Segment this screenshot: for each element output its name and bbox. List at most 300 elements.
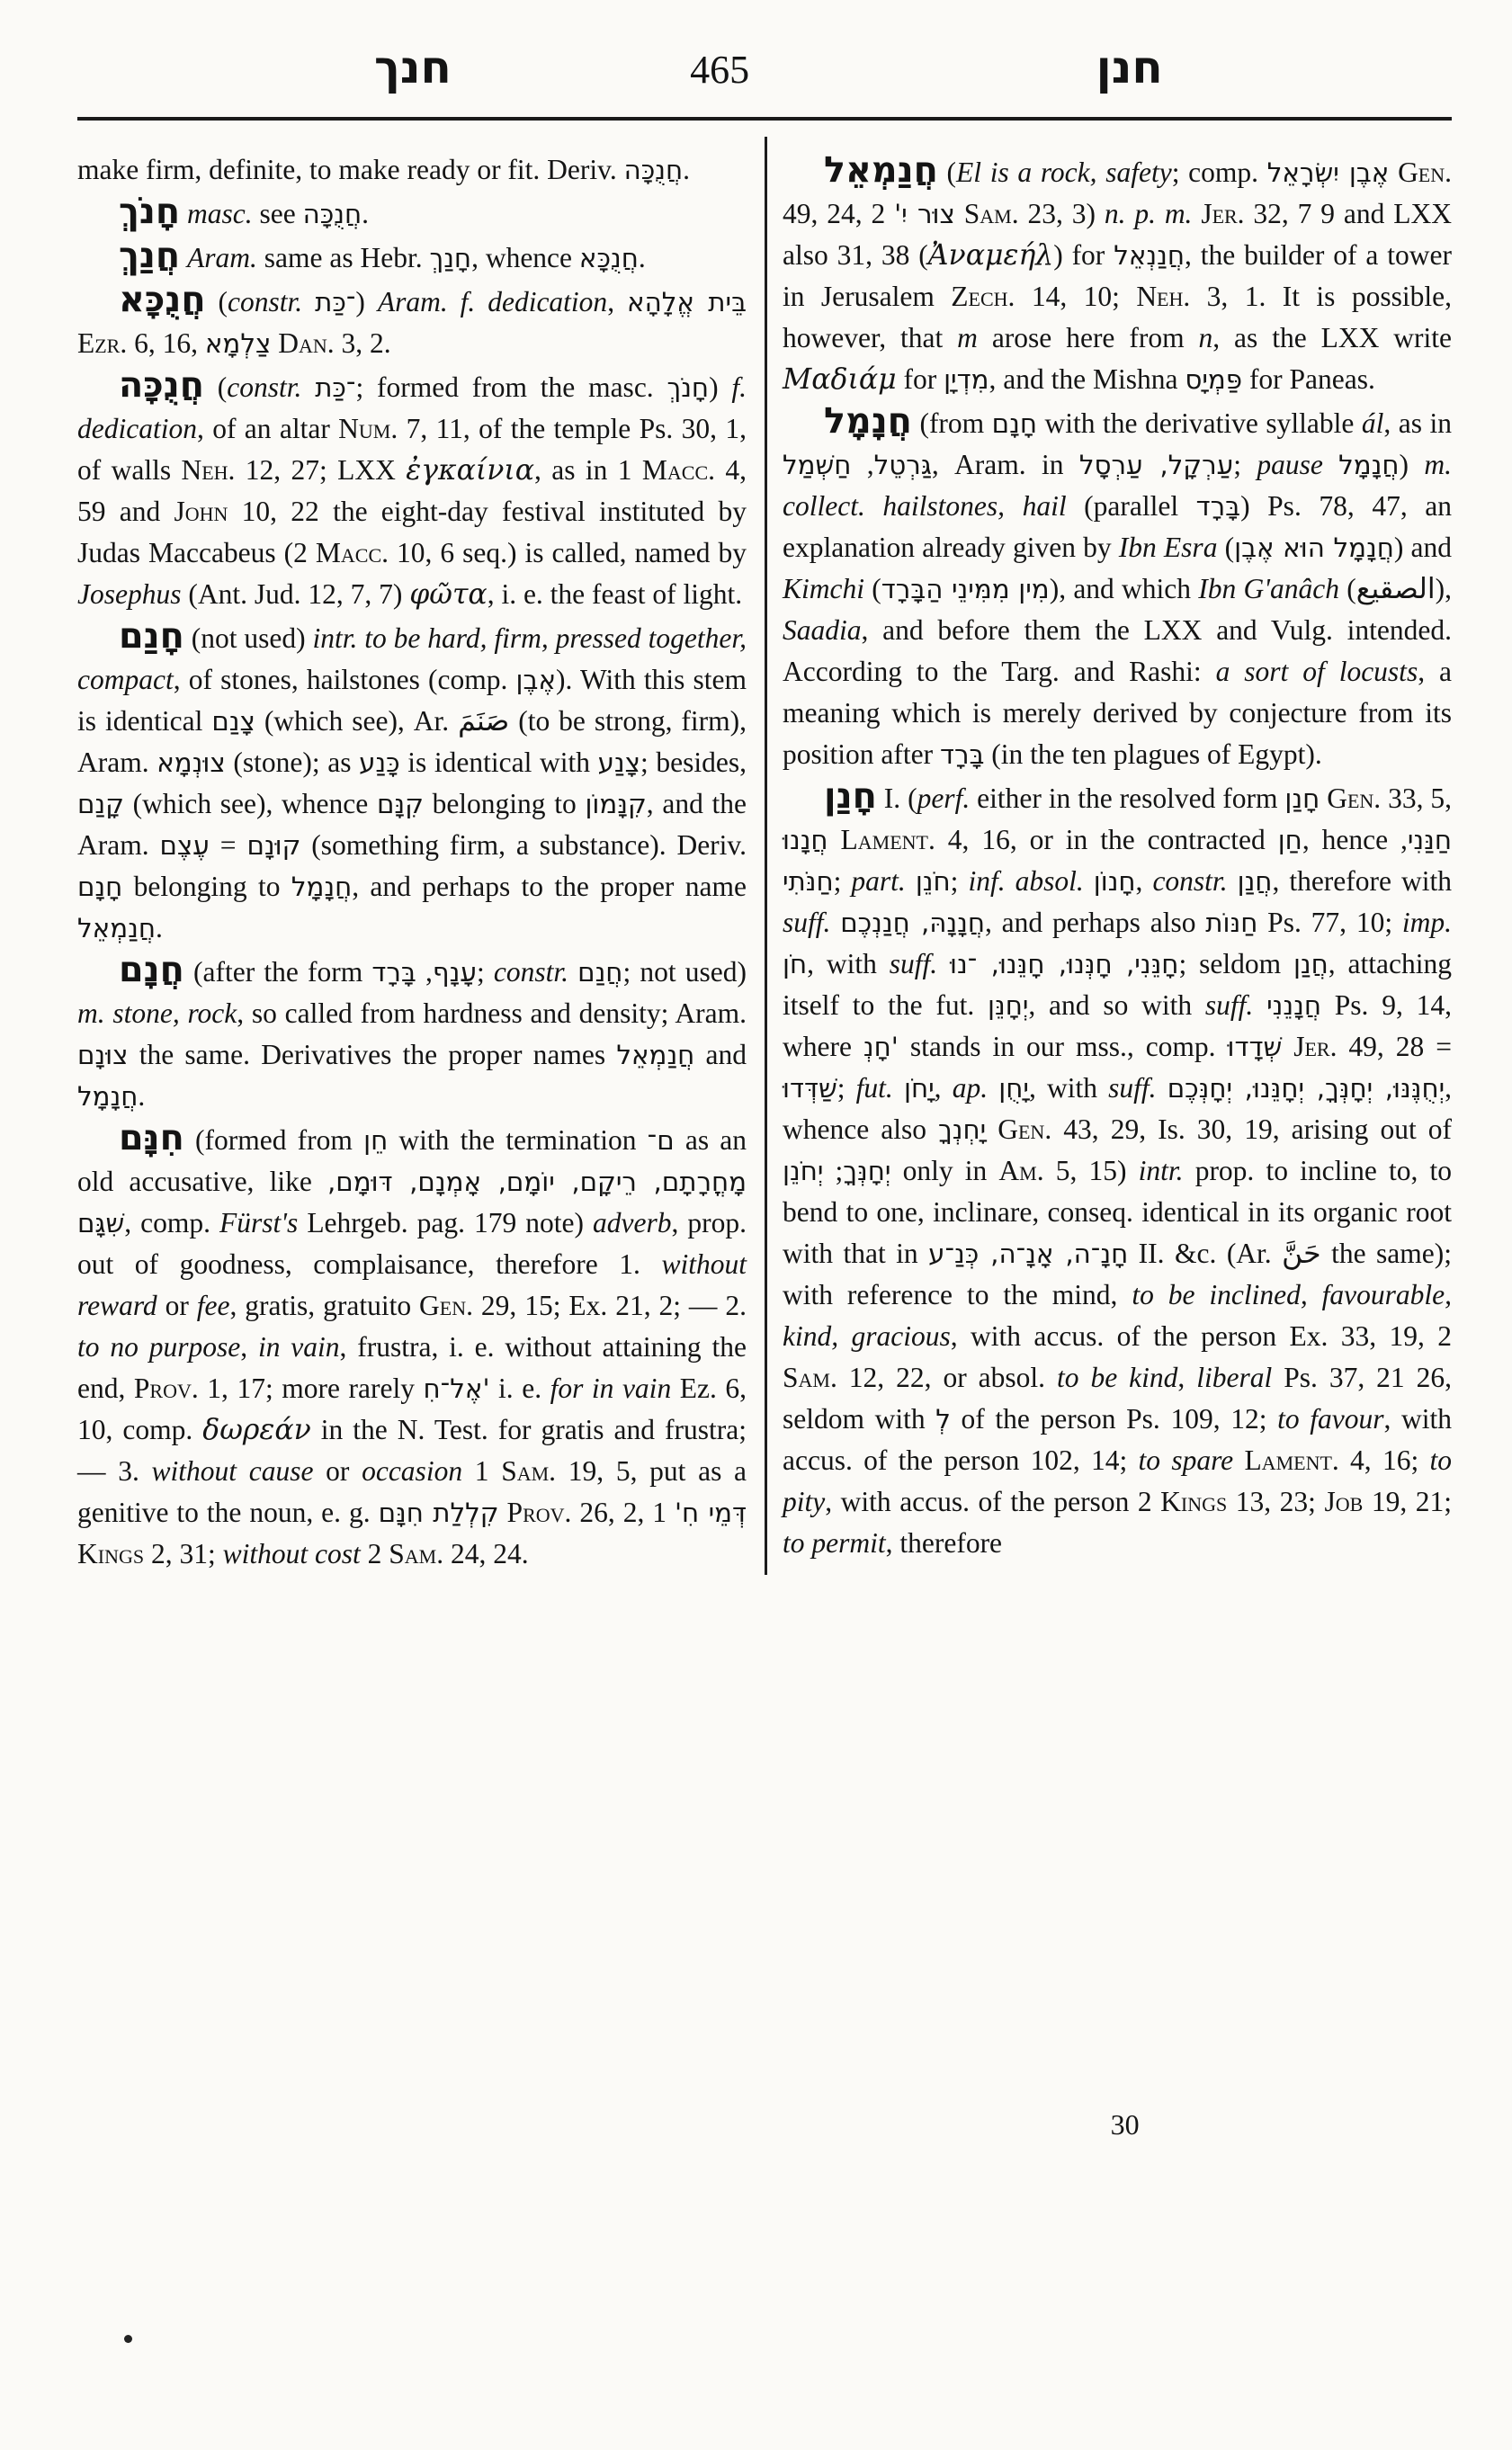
text-run: ,	[416, 956, 433, 988]
hebrew-text: מָחֳרָתָם, רֵיקָם, יוֹמָם, אָמְנָם, דּוּמָם, שִׁגָּם	[77, 1167, 747, 1238]
hebrew-text: חֲנָמָל הוּא אֶבֶן	[1234, 532, 1394, 563]
italic-text: to be kind	[1057, 1362, 1178, 1393]
italic-text: to be hard, firm, pressed together, compact	[77, 622, 747, 695]
text-run: , with	[807, 948, 890, 979]
text-run: , gratis, gratuito	[229, 1290, 420, 1321]
text-run: , and before them the LXX and Vulg. intended. According to the Targ. and Rashi:	[783, 614, 1452, 687]
italic-text: perf.	[917, 782, 971, 814]
italic-text: Ibn Esra	[1118, 532, 1218, 563]
text-run: (which see), Ar.	[255, 705, 459, 737]
text-run: (which see), whence	[123, 788, 377, 819]
text-run: ; formed from the masc.	[355, 371, 667, 403]
text-run: ,	[1177, 1362, 1197, 1393]
hebrew-text: צָנַע	[597, 747, 641, 778]
hebrew-text: קוּנָם	[246, 830, 301, 861]
dictionary-paragraph	[77, 949, 747, 1117]
text-run: ). With this stem is identical	[77, 664, 747, 737]
text-run: 1	[462, 1455, 502, 1487]
italic-text: Kimchi	[783, 573, 864, 604]
text-run: (stone); as	[225, 747, 360, 778]
text-run: , with accus. of the person 2	[825, 1486, 1161, 1517]
text-run	[1389, 156, 1398, 188]
italic-text: to permit	[783, 1527, 886, 1559]
text-run: (from	[911, 407, 992, 439]
hebrew-text: צָנַם	[211, 706, 255, 737]
text-run: ),	[1435, 573, 1452, 604]
hebrew-text: צַלְמָא	[204, 328, 272, 359]
text-run: arose here from	[977, 322, 1199, 353]
dictionary-paragraph	[77, 1117, 747, 1575]
italic-text: without cost	[222, 1538, 361, 1569]
hebrew-text: חָנַן	[1284, 783, 1320, 814]
italic-text: a sort of locusts	[1215, 656, 1418, 687]
italic-text: Saadia	[783, 614, 862, 646]
text-run	[937, 948, 950, 979]
smallcaps-reference: Sam.	[783, 1362, 837, 1393]
text-run: , therefore	[885, 1527, 1003, 1559]
text-run: 1	[652, 1497, 675, 1528]
text-run	[986, 1113, 998, 1145]
smallcaps-reference: Gen.	[1398, 156, 1453, 188]
smallcaps-reference: Sam.	[501, 1455, 557, 1487]
text-run: only in	[890, 1155, 999, 1186]
smallcaps-reference: Kings	[1160, 1486, 1228, 1517]
text-run: )	[355, 286, 378, 317]
text-run: for	[896, 363, 944, 395]
text-run: , i. e. the feast of light.	[487, 578, 743, 610]
smallcaps-reference: Am.	[998, 1155, 1044, 1186]
text-run: ,	[1135, 865, 1153, 897]
text-run: see	[252, 198, 303, 229]
italic-text: n. p. m.	[1104, 198, 1193, 229]
text-run: .	[638, 242, 646, 273]
text-run: 32, 7 9 and LXX also 31, 38 (	[783, 198, 1452, 271]
text-run: 29, 15; Ex. 21, 2; — 2.	[472, 1290, 747, 1321]
hebrew-text: צוּר יִ'	[894, 199, 955, 229]
header-rule	[77, 117, 1452, 121]
italic-text: imp.	[1401, 907, 1453, 938]
hebrew-text: לְ	[935, 1404, 951, 1435]
italic-text: to pity	[783, 1444, 1452, 1517]
text-run: 4, 59 and	[77, 454, 747, 527]
text-run: (	[937, 156, 957, 188]
text-run: , with accus. of the person Ex. 33, 19, 2	[950, 1320, 1452, 1352]
italic-text: fut.	[855, 1072, 893, 1104]
text-run: , and perhaps also	[984, 907, 1206, 938]
hebrew-headword: חֲנָמָל	[824, 400, 912, 442]
text-run: ,	[934, 1072, 953, 1104]
italic-text: stone, rock	[112, 997, 237, 1029]
italic-text: to no purpose	[77, 1331, 241, 1363]
text-run: 6, 16,	[127, 327, 205, 359]
page-header	[0, 36, 1512, 108]
hebrew-text: פַּמְיָס	[1185, 364, 1243, 395]
signature-mark: 30	[1110, 2108, 1140, 2141]
italic-text: m. collect. hailstones, hail	[783, 449, 1452, 522]
hebrew-text: חָנֵּנִי, חָנְּנוּ, חָנֵּנוּ, ־נוּ	[950, 949, 1179, 979]
text-run: II. &c. (Ar.	[1128, 1238, 1283, 1269]
italic-text: constr.	[493, 956, 568, 988]
hebrew-text: חֲנָנָהּ, חֲנַנְכֶם	[840, 908, 985, 938]
header-keyword-right: חנן	[1096, 41, 1163, 94]
italic-text: m	[957, 322, 978, 353]
greek-text: δωρεάν	[202, 1414, 311, 1446]
hebrew-text: חַנֹּתִי	[783, 866, 834, 897]
text-run: (	[205, 286, 228, 317]
hebrew-text: חֲנַמְאֵל	[77, 913, 156, 943]
text-run: ;	[1233, 449, 1257, 480]
text-run: of the person Ps. 109, 12;	[950, 1403, 1278, 1435]
text-run: , of an altar	[196, 413, 339, 444]
italic-text: ál	[1361, 407, 1384, 439]
italic-text: masc.	[187, 198, 253, 229]
header-keyword-left: חנך	[373, 41, 452, 94]
smallcaps-reference: Macc.	[641, 454, 716, 486]
text-run: with the derivative syllable	[1036, 407, 1362, 439]
text-run: 12, 27; LXX	[235, 454, 407, 486]
text-run: for Paneas.	[1242, 363, 1375, 395]
italic-text: El is a rock, safety	[956, 156, 1172, 188]
hebrew-text: חֲנָמָל	[77, 1081, 139, 1112]
smallcaps-reference: Num.	[338, 413, 398, 444]
text-run: ; seldom	[1178, 948, 1293, 979]
hebrew-text: יָחֹן	[903, 1073, 935, 1104]
italic-text: occasion	[362, 1455, 463, 1487]
text-run: either in the resolved form	[970, 782, 1285, 814]
smallcaps-reference: Prov.	[506, 1497, 572, 1528]
text-run: (Ant. Jud. 12, 7, 7)	[181, 578, 410, 610]
text-run: (something firm, a substance). Deriv.	[300, 829, 747, 861]
page-number: 465	[690, 48, 750, 92]
italic-text: for in vain	[550, 1373, 672, 1404]
hebrew-text: חָנוֹן	[1093, 866, 1136, 897]
smallcaps-reference: Job	[1324, 1486, 1364, 1517]
italic-text: to favour	[1277, 1403, 1384, 1435]
text-run: 10, 22 the eight-day festival instituted by Judas Maccabeus (2	[77, 496, 747, 568]
text-run: ) for	[1053, 239, 1114, 271]
hebrew-text: חָנֹךְ	[667, 372, 710, 403]
text-run: (	[203, 371, 228, 403]
hebrew-text: חַשְׁמַל	[783, 450, 852, 480]
hebrew-headword: חָנֹךְ	[119, 191, 181, 232]
smallcaps-reference: Sam.	[389, 1538, 444, 1569]
hebrew-headword: חֲנָם	[119, 949, 184, 990]
hebrew-text: עַרְקָל, עַרְסָל	[1078, 450, 1234, 480]
text-run: is identical with	[399, 747, 598, 778]
dictionary-paragraph	[77, 615, 747, 949]
italic-text: Fürst's	[219, 1207, 299, 1238]
text-run: .	[683, 154, 690, 185]
text-run	[1320, 782, 1327, 814]
text-run: )	[709, 371, 732, 403]
italic-text: to spare	[1138, 1444, 1234, 1476]
hebrew-headword: חָנַם	[119, 615, 184, 657]
text-run: ,	[1400, 824, 1408, 855]
text-run: )	[1399, 449, 1425, 480]
text-run: and	[694, 1039, 747, 1070]
text-run: (	[1217, 532, 1235, 563]
text-run: 33, 5,	[1381, 782, 1453, 814]
hebrew-text: קִנָּם	[376, 789, 424, 819]
column-divider	[765, 137, 767, 1575]
text-run	[828, 824, 841, 855]
text-run	[499, 1497, 507, 1528]
dictionary-paragraph	[77, 149, 747, 191]
italic-text: constr.	[228, 286, 303, 317]
smallcaps-reference: Jer.	[1293, 1031, 1338, 1062]
text-run: prop. to incline to, to bend to one, inclinare, conseq. identical in its organic root with that in	[783, 1155, 1452, 1269]
text-run: ; besides,	[640, 747, 747, 778]
text-run: ;	[823, 1155, 844, 1186]
text-run: i. e.	[489, 1373, 550, 1404]
hebrew-text: יְחֹנֵן	[783, 1156, 824, 1186]
text-run	[180, 242, 187, 273]
arabic-text: الصقيع	[1355, 573, 1436, 605]
text-run: , hence	[1302, 824, 1400, 855]
hebrew-headword: חֲנַמְאֵל	[824, 149, 938, 191]
italic-text: suff.	[1204, 989, 1254, 1021]
text-run: ;	[950, 865, 969, 897]
text-run: , frustra, i. e. without attaining the end,	[77, 1331, 747, 1404]
hebrew-text: צוּנָם	[77, 1040, 129, 1070]
text-run: 23, 3)	[1018, 198, 1105, 229]
text-run: Ps. 9, 14, where	[783, 989, 1452, 1062]
text-run: 13, 23;	[1227, 1486, 1325, 1517]
italic-text: Aram. f. dedication	[377, 286, 608, 317]
text-run: ; comp.	[1171, 156, 1267, 188]
hebrew-text: ־כַּת	[315, 372, 356, 403]
text-run: .	[155, 912, 163, 943]
italic-text: m.	[77, 997, 105, 1029]
hebrew-text: בָּרָד	[371, 957, 416, 988]
italic-text: part.	[851, 865, 906, 897]
text-run	[830, 907, 840, 938]
smallcaps-reference: John	[174, 496, 228, 527]
right-column	[783, 137, 1452, 1575]
hebrew-text: אֶבֶן יִשְׂרָאֵל	[1266, 157, 1390, 188]
hebrew-text: קִנָּמוֹן	[585, 789, 647, 819]
hebrew-text: דְּמֵי חִ'	[675, 1498, 747, 1528]
text-run: I. (	[876, 782, 917, 814]
hebrew-text: חָנַךְ	[429, 243, 472, 273]
text-run: ) Ps. 78, 47, an explanation already given by	[783, 490, 1452, 563]
text-run: ; not used)	[622, 956, 747, 988]
smallcaps-reference: Dan.	[278, 327, 335, 359]
text-run	[301, 371, 315, 403]
text-run: ,	[607, 286, 627, 317]
hebrew-text: חֲנַמְאֵל	[616, 1040, 695, 1070]
hebrew-text: יְחֻנֶּנּוּ, יְחָנְּךָ, יְחָנֵּנוּ, יְחָנְּכֶם	[1167, 1073, 1445, 1104]
ink-speck	[124, 2335, 132, 2343]
text-run: , and the Mishna	[989, 363, 1185, 395]
hebrew-text: אֶל־חִ'	[423, 1373, 490, 1404]
italic-text: intr.	[312, 622, 358, 654]
text-run: 14, 10;	[1015, 281, 1137, 312]
italic-text: Ibn G'anâch	[1198, 573, 1339, 604]
text-run: , whence also	[783, 1072, 1453, 1145]
text-run: , Aram. in	[931, 449, 1079, 480]
italic-text: adverb	[592, 1207, 672, 1238]
text-run: 24, 24.	[443, 1538, 529, 1569]
italic-text: pause	[1257, 449, 1323, 480]
hebrew-text: חֲנַנְאֵל	[1114, 240, 1185, 271]
text-run: 3, 2.	[334, 327, 391, 359]
text-run: 3, 1. It is possible, however, that	[783, 281, 1452, 353]
text-run: ;	[837, 1072, 856, 1104]
text-run: 19, 21;	[1363, 1486, 1452, 1517]
text-run: 2	[871, 198, 964, 229]
dictionary-paragraph	[783, 400, 1452, 775]
hebrew-text: חָנָם	[77, 872, 123, 902]
hebrew-text: קָנַם	[77, 789, 124, 819]
smallcaps-reference: Lament.	[1244, 1444, 1339, 1476]
dictionary-paragraph	[77, 279, 747, 364]
hebrew-text: חֲנָנוּ	[783, 825, 828, 855]
text-run	[1253, 989, 1266, 1021]
greek-text: Ἀναμεήλ	[927, 239, 1054, 272]
left-column	[77, 137, 747, 1575]
hebrew-text: ם־	[647, 1125, 675, 1156]
smallcaps-reference: Neh.	[1136, 281, 1191, 312]
hebrew-text: כָּנַע	[359, 747, 400, 778]
text-run	[988, 1072, 998, 1104]
greek-text: Μαδιάμ	[783, 363, 897, 396]
text-run: ), and which	[1049, 573, 1199, 604]
text-run: 26, 2,	[571, 1497, 653, 1528]
hebrew-text: שְׁדָדוּ	[1227, 1032, 1283, 1062]
greek-text: ἐγκαίνια	[406, 454, 535, 487]
text-run: , and the Aram.	[77, 788, 747, 861]
italic-text: suff.	[783, 907, 831, 938]
hebrew-headword: חִנָּם	[119, 1117, 184, 1158]
text-run: ;	[476, 956, 494, 988]
hebrew-text: חֲנַן	[1237, 866, 1273, 897]
text-run: , so called from hardness and density; Aram.	[237, 997, 747, 1029]
hebrew-text: חֲנַם	[577, 957, 623, 988]
text-run	[1084, 865, 1094, 897]
italic-text: intr.	[1138, 1155, 1184, 1186]
hebrew-text: גַּרְטֵל	[873, 450, 932, 480]
italic-text: in vain	[257, 1331, 340, 1363]
text-run: , attaching itself to the fut.	[783, 948, 1453, 1021]
text-run: , of stones, hailstones (comp.	[173, 664, 516, 695]
text-run: .	[138, 1080, 146, 1112]
text-run: 2, 31;	[144, 1538, 223, 1569]
hebrew-text: עֶצֶם	[159, 830, 210, 861]
text-run	[302, 286, 315, 317]
smallcaps-reference: Zech.	[951, 281, 1015, 312]
text-run: as an old accusative, like	[77, 1124, 747, 1197]
text-run: , as in 1	[534, 454, 642, 486]
text-run: belonging to	[423, 788, 586, 819]
hebrew-text: מִין מִמִּינֵי הַבָּרָד	[881, 574, 1050, 604]
hebrew-text: חֲנָנֵנִי	[1266, 990, 1321, 1021]
smallcaps-reference: Gen.	[1327, 782, 1382, 814]
arabic-text: حَنَّ	[1282, 1238, 1321, 1270]
hebrew-headword: חָנַן	[824, 775, 877, 817]
text-run: 7, 11, of the temple Ps. 30, 1, of walls	[77, 413, 747, 486]
hebrew-text: יָחְנְךָ	[938, 1114, 987, 1145]
smallcaps-reference: Lament.	[840, 824, 935, 855]
text-run: in the N. Test. for gratis and frustra; — 3.	[77, 1414, 747, 1487]
text-run	[1323, 449, 1338, 480]
smallcaps-reference: Macc.	[315, 537, 389, 568]
hebrew-text: חֲנֻכָּא	[578, 243, 639, 273]
text-run: Ps. 37, 21 26, seldom with	[783, 1362, 1453, 1435]
text-run: .	[362, 198, 369, 229]
text-run: =	[209, 829, 247, 861]
dictionary-paragraph	[77, 364, 747, 615]
hebrew-text: בָּרָד	[939, 739, 985, 770]
arabic-text: صَنَمَ	[458, 705, 510, 738]
italic-text: Josephus	[77, 578, 182, 610]
text-run: (parallel	[1066, 490, 1196, 522]
italic-text: constr.	[227, 371, 302, 403]
hebrew-text: בֵּית אֱלָהָא	[627, 287, 747, 317]
hebrew-text: חֲנֻכָּה	[302, 199, 362, 229]
hebrew-text: עָנָף	[432, 957, 477, 988]
hebrew-headword: חֲנַךְ	[119, 235, 181, 276]
hebrew-text: חֲנָמָל	[291, 872, 353, 902]
text-run: (to be strong, firm), Aram.	[77, 705, 747, 778]
italic-text: without reward	[77, 1248, 747, 1321]
text-run: , with accus. of the person 102, 14;	[783, 1403, 1452, 1476]
text-run: ;	[833, 865, 852, 897]
text-run	[906, 865, 916, 897]
italic-text: liberal	[1196, 1362, 1273, 1393]
hebrew-headword: חֲנֻכָּא	[119, 279, 206, 320]
text-run: , as in	[1383, 407, 1452, 439]
italic-text: ap.	[952, 1072, 989, 1104]
text-run: 4, 16, or in the contracted	[935, 824, 1278, 855]
smallcaps-reference: Neh.	[181, 454, 236, 486]
text-run	[180, 198, 187, 229]
text-run: same as Hebr.	[256, 242, 430, 273]
hebrew-text: שַׁדְּדוּ	[783, 1073, 837, 1104]
italic-text: f. dedication	[77, 371, 747, 444]
hebrew-text: חַנַּנִי	[1407, 825, 1452, 855]
text-run: (after the form	[183, 956, 372, 988]
italic-text: Aram.	[187, 242, 257, 273]
text-run: ,	[851, 449, 874, 480]
dictionary-paragraph	[77, 191, 747, 235]
text-run: , a meaning which is merely derived by conjecture from its position after	[783, 656, 1453, 770]
hebrew-text: בָּרָד	[1195, 491, 1241, 522]
greek-text: φῶτα	[409, 578, 488, 611]
text-run: 12, 22, or absol.	[837, 1362, 1058, 1393]
hebrew-text: חָנָ־ה, אָנָ־ה, כְּנַ־ע	[928, 1238, 1129, 1269]
text-run: belonging to	[122, 871, 291, 902]
italic-text: without cause	[151, 1455, 314, 1487]
italic-text: suff.	[1108, 1072, 1157, 1104]
dictionary-paragraph	[783, 149, 1452, 400]
text-run: , and so with	[1028, 989, 1205, 1021]
text-run	[1157, 1072, 1168, 1104]
smallcaps-reference: Gen.	[419, 1290, 473, 1321]
text-run: , with	[1028, 1072, 1109, 1104]
text-run: Ps. 77, 10;	[1257, 907, 1402, 938]
text-run: 4, 16;	[1338, 1444, 1430, 1476]
dictionary-paragraph	[77, 235, 747, 279]
text-run	[1192, 198, 1201, 229]
text-columns	[77, 137, 1452, 1575]
text-run: 2	[360, 1538, 389, 1569]
text-run: 1, 17; more rarely	[198, 1373, 424, 1404]
text-run: ) and	[1393, 532, 1452, 563]
text-run	[893, 1072, 904, 1104]
hebrew-text: יָחֻן	[998, 1073, 1029, 1104]
smallcaps-reference: Ezr.	[77, 327, 128, 359]
